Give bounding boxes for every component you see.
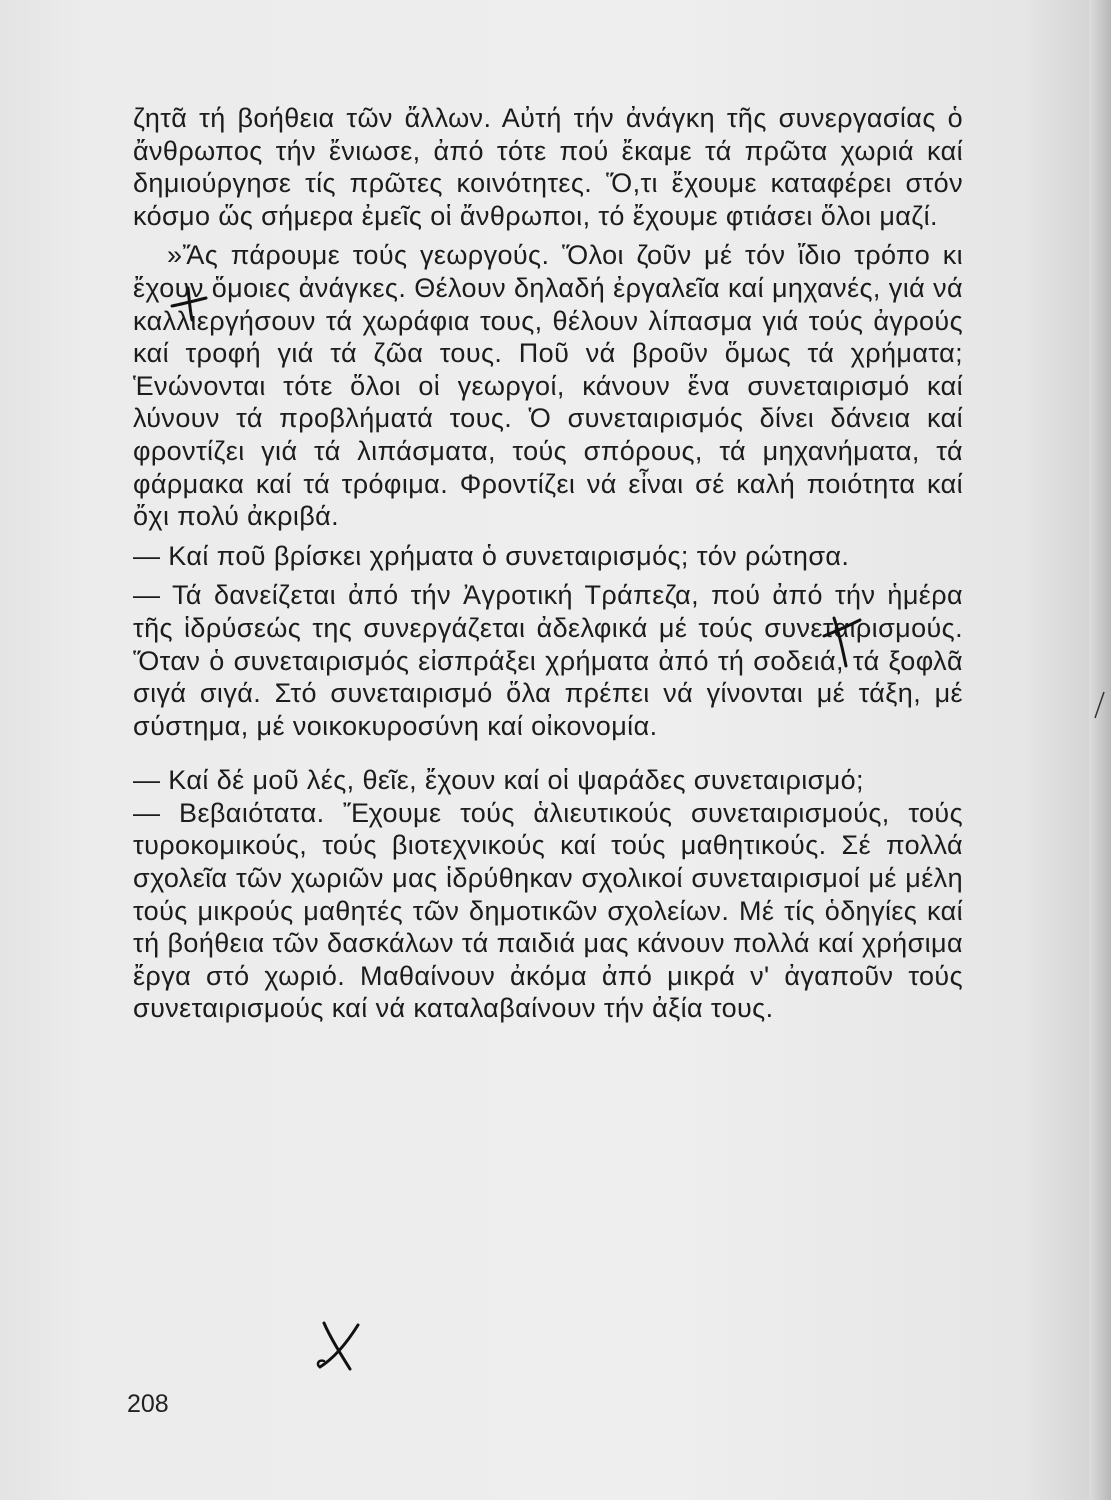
paragraph-5: — Καί δέ μοῦ λές, θεῖε, ἔχουν καί οἱ ψαράδες συνεταιρισμό; [133,765,864,796]
handwritten-cross-mark-1 [818,610,864,670]
handwritten-cross-mark-2 [310,1315,366,1375]
paragraph-3: — Καί ποῦ βρίσκει χρήματα ὁ συνεταιρισμός; τόν ρώτησα. [133,540,850,571]
paragraph-6: — Βεβαιότατα. Ἔχουμε τούς ἁλιευτικούς συνεταιρισμούς, τούς τυροκομικούς, τούς βιοτεχνικούς καί τούς μαθητικούς. Σέ πολλά σχολεῖα τῶν χωριῶν μας ἱδρύθηκαν σχολικοί συνεταιρισμοί μέ μέλη τούς μικρούς μαθητές τῶν δημοτικῶν σχολείων. Μέ τίς ὁδηγίες καί τή βοήθεια τῶν δασκάλων τά παιδιά μας κάνουν πολλά καί χρήσιμα ἔργα στό χωριό. Μαθαίνουν ἀκόμα ἀπό μικρά ν' ἀγαποῦν τούς συνεταιρισμούς καί νά καταλαβαίνουν τήν ἀξία τους. [133,797,963,1024]
paragraph-2: »Ἄς πάρουμε τούς γεωργούς. Ὅλοι ζοῦν μέ τόν ἴδιο τρόπο κι ἔχουν ὅμοιες ἀνάγκες. Θέλουν δηλαδή ἐργαλεῖα καί μηχανές, γιά νά καλλιεργήσουν τά χωράφια τους, θέλουν λίπασμα γιά τούς ἀγρούς καί τροφή γιά τά ζῶα τους. Ποῦ νά βροῦν ὅμως τά χρήματα; Ἑνώνονται τότε ὅλοι οἱ γεωργοί, κάνουν ἕνα συνεταιρισμό καί λύνουν τά προβλήματά τους. Ὁ συνεταιρισμός δίνει δάνεια καί φροντίζει γιά τά λιπάσματα, τούς σπόρους, τά μηχανήματα, τά φάρμακα καί τά τρόφιμα. Φροντίζει νά εἶναι σέ καλή ποιότητα καί ὄχι πολύ ἀκριβά. [133,240,963,532]
pen-tick-mark [1092,690,1106,720]
page-number: 208 [127,1390,169,1418]
handwritten-plus-mark [168,282,210,322]
body-text [133,102,963,1025]
paragraph-4: — Τά δανείζεται ἀπό τήν Ἀγροτική Τράπεζα, πού ἀπό τήν ἡμέρα τῆς ἱδρύσεώς της συνεργάζεται ἀδελφικά μέ τούς συνεταιρισμούς. Ὅταν ὁ συνεταιρισμός εἰσπράξει χρήματα ἀπό τή σοδειά, τά ξοφλᾶ σιγά σιγά. Στό συνεταιρισμό ὅλα πρέπει νά γίνονται μέ τάξη, μέ σύστημα, μέ νοικοκυροσύνη καί οἰκονομία. [133,580,963,741]
page-spine-shadow [1089,0,1111,1500]
paragraph-1: ζητᾶ τή βοήθεια τῶν ἄλλων. Αὐτή τήν ἀνάγκη τῆς συνεργασίας ὁ ἄνθρωπος τήν ἔνιωσε, ἀπό τότε πού ἔκαμε τά πρῶτα χωριά καί δημιούργησε τίς πρῶτες κοινότητες. Ὅ,τι ἔχουμε καταφέρει στόν κόσμο ὥς σήμερα ἐμεῖς οἱ ἄνθρωποι, τό ἔχουμε φτιάσει ὅλοι μαζί. [133,103,963,231]
